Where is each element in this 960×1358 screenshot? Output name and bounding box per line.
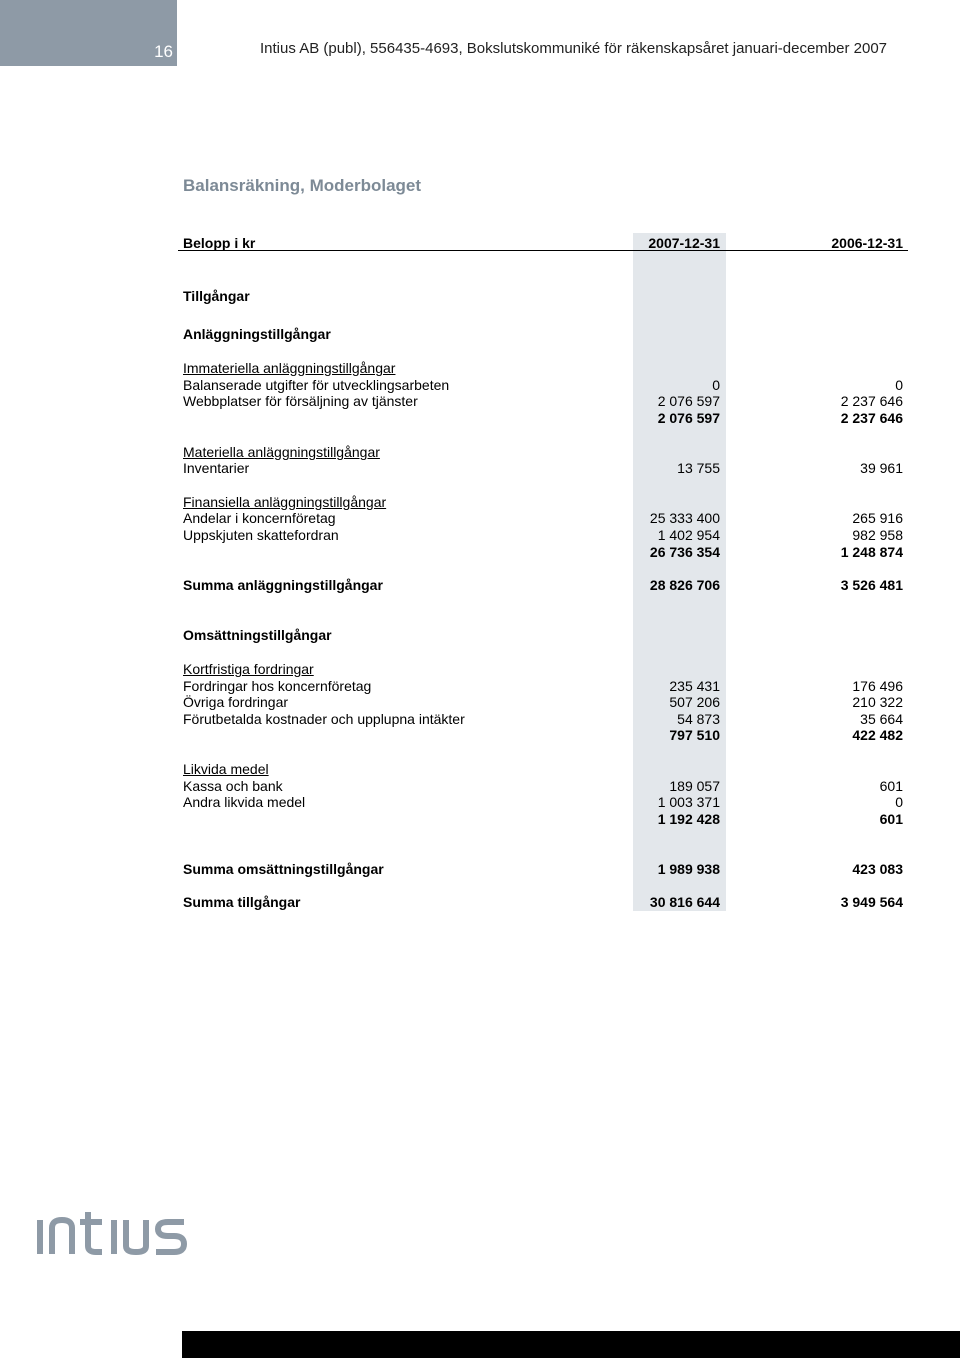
value-2007: 1 402 954 [657,527,720,543]
value-2007: 0 [712,377,720,393]
value-2006: 423 083 [852,861,903,877]
table-row [183,377,903,393]
group-heading [183,494,903,510]
row-label: Kassa och bank [183,778,283,794]
value-2006: 422 482 [852,727,903,743]
value-2006: 3 526 481 [840,577,903,593]
group-heading [183,661,903,677]
value-2007: 28 826 706 [649,577,720,593]
value-2007: 797 510 [669,727,720,743]
value-2007: 1 003 371 [657,794,720,810]
value-2006: 1 248 874 [840,544,903,560]
subsection-heading [183,627,903,643]
value-2007: 13 755 [677,460,720,476]
subtotal-row [183,410,903,426]
group-heading [183,360,903,376]
row-label: Förutbetalda kostnader och upplupna intäkter [183,711,465,727]
row-label: Tillgångar [183,288,250,304]
value-2007: 235 431 [669,678,720,694]
value-2007: 25 333 400 [649,510,720,526]
table-row [183,393,903,409]
header-label: Belopp i kr [183,235,256,251]
table-row [183,694,903,710]
row-label: Andelar i koncernföretag [183,510,336,526]
row-label: Summa anläggningstillgångar [183,577,383,593]
table-row [183,711,903,727]
row-label: Inventarier [183,460,250,476]
row-label: Finansiella anläggningstillgångar [183,494,387,510]
page-number: 16 [154,42,173,61]
value-2006: 0 [895,794,903,810]
table-row [183,510,903,526]
value-2007: 2 076 597 [657,410,720,426]
row-label: Immateriella anläggningstillgångar [183,360,396,376]
value-2007: 1 989 938 [657,861,720,877]
value-2007: 2 076 597 [657,393,720,409]
row-label: Fordringar hos koncernföretag [183,678,372,694]
table-row [183,794,903,810]
group-heading [183,761,903,777]
row-label: Övriga fordringar [183,694,289,710]
row-label: Omsättningstillgångar [183,627,332,643]
row-label: Uppskjuten skattefordran [183,527,339,543]
page-number-box [0,0,177,66]
row-label: Andra likvida medel [183,794,306,810]
value-2006: 0 [895,377,903,393]
subtotal-row [183,544,903,560]
value-2007: 30 816 644 [649,894,720,910]
group-heading [183,444,903,460]
value-2006: 2 237 646 [840,410,903,426]
table-row [183,527,903,543]
row-label: Webbplatser för försäljning av tjänster [183,393,418,409]
value-2006: 982 958 [852,527,903,543]
table-row [183,778,903,794]
row-label: Summa omsättningstillgångar [183,861,384,877]
value-2006: 3 949 564 [840,894,903,910]
row-label: Anläggningstillgångar [183,326,331,342]
subtotal-row [183,727,903,743]
value-2006: 601 [879,778,903,794]
value-2007: 54 873 [677,711,720,727]
value-2006: 35 664 [860,711,903,727]
header-title: Intius AB (publ), 556435-4693, Bokslutskommuniké för räkenskapsåret januari-december 2007 [260,40,888,57]
value-2006: 601 [879,811,903,827]
total-row [183,577,903,593]
page-title: Balansräkning, Moderbolaget [183,176,422,195]
subtotal-row [183,811,903,827]
value-2006: 176 496 [852,678,903,694]
value-2007: 26 736 354 [649,544,720,560]
table-header-row [183,235,903,251]
total-row [183,861,903,877]
value-2006: 39 961 [860,460,903,476]
subsection-heading [183,326,903,342]
row-label: Materiella anläggningstillgångar [183,444,380,460]
value-2006: 210 322 [852,694,903,710]
value-2007: 189 057 [669,778,720,794]
value-2006: 265 916 [852,510,903,526]
section-heading [183,288,903,304]
value-2007: 507 206 [669,694,720,710]
table-row [183,678,903,694]
header-col-2007: 2007-12-31 [648,235,720,251]
grand-total-row [183,894,903,910]
row-label: Summa tillgångar [183,894,301,910]
row-label: Balanserade utgifter för utvecklingsarbeten [183,377,450,393]
row-label: Kortfristiga fordringar [183,661,314,677]
row-label: Likvida medel [183,761,269,777]
intius-logo [36,1210,188,1256]
footer-bar [182,1331,960,1358]
value-2007: 1 192 428 [657,811,720,827]
table-row [183,460,903,476]
value-2006: 2 237 646 [840,393,903,409]
header-col-2006: 2006-12-31 [831,235,903,251]
